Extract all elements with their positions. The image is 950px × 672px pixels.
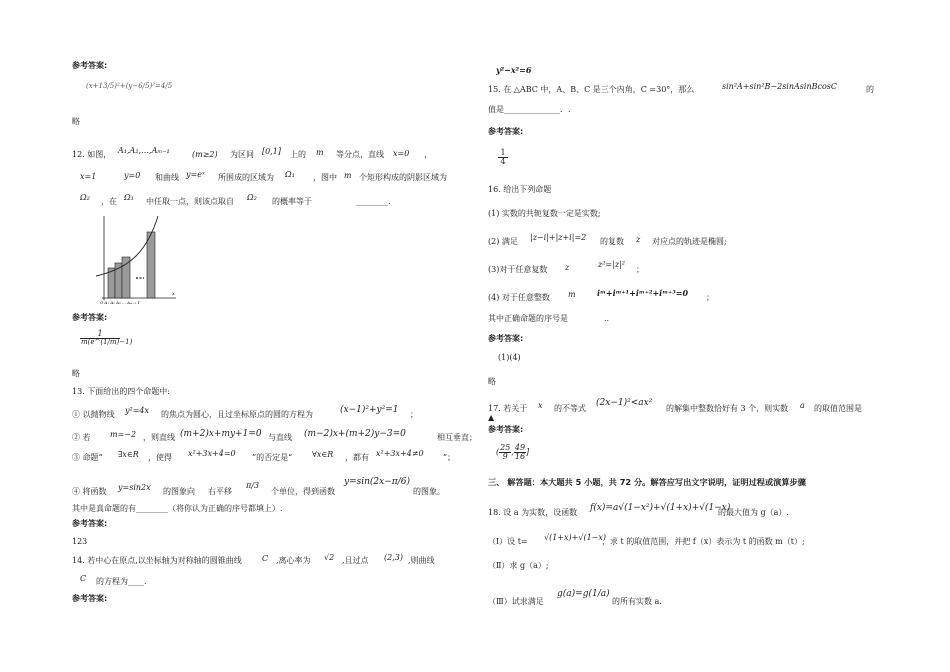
- q13-p2m: m=−2: [110, 430, 137, 439]
- answer-12-den: m(e^(1/m)−1): [81, 338, 133, 346]
- q13-p2c: (m+2)x+my+1=0: [180, 429, 262, 439]
- answer-17-n1: 25: [500, 443, 511, 452]
- q13-p1a: ① 以抛物线: [72, 410, 115, 419]
- answer-12-num: 1: [80, 330, 120, 339]
- axis-x-label: x: [172, 291, 175, 297]
- note-16: 略: [488, 377, 496, 386]
- section-3-heading: 三、 解答题：本大题共 5 小题，共 72 分。解答应写出文字说明，证明过程或演算步骤: [488, 477, 806, 487]
- answer-17-n2: 49: [514, 443, 526, 452]
- q17-ineq: (2x−1)²<ax²: [596, 398, 653, 408]
- q18-iii-b: 的所有实数 a.: [612, 597, 662, 606]
- answer-17: [496, 444, 529, 461]
- q17-d: 的取值范围是: [814, 404, 862, 413]
- q16-p3m: z²=|z|²: [598, 260, 625, 269]
- q13-p4f: 个单位，得到函数: [271, 487, 335, 496]
- q13-p3g: ，都有: [345, 453, 369, 462]
- q18-i-a: （Ⅰ）设 t=: [488, 537, 528, 546]
- q12-omega1: Ω₁: [285, 170, 295, 179]
- q16-end-dot: ..: [604, 314, 610, 323]
- q12-m2: m: [344, 171, 352, 180]
- q16-p2m: |z−i|+|z+i|=2: [530, 233, 587, 242]
- q16-p3z: z: [565, 263, 570, 272]
- q13-title: 13. 下面给出的四个命题中:: [72, 387, 170, 396]
- q12-x1: x=1: [80, 172, 97, 181]
- q16-title: 16. 给出下列命题: [488, 185, 552, 194]
- q13-p2d: 与直线: [268, 433, 292, 442]
- q14-f: 的方程为____.: [96, 577, 147, 586]
- q16-p2b: 的复数: [600, 237, 624, 246]
- q16-p4b: ；: [706, 293, 714, 302]
- q12-seq: A₁,A₂,…,Aₘ₋₁: [118, 146, 170, 155]
- q12-t3: 等分点，直线: [336, 150, 384, 159]
- q12-t9: 中任取一点，则该点取自: [146, 197, 234, 206]
- answer-label-17: 参考答案:: [488, 425, 524, 434]
- q12-t6: ，图中: [313, 173, 337, 182]
- q13-p4d: 右平移: [208, 487, 232, 496]
- q15-a: 15. 在 △ABC 中，A、B、C 是三个内角，C =30°，那么: [488, 85, 695, 94]
- q16-p2z: z: [636, 235, 641, 244]
- answer-label-12: 参考答案:: [72, 313, 108, 322]
- q12-t7: 个矩形构成的阴影区域为: [359, 173, 447, 182]
- answer-12: [80, 329, 133, 346]
- q15-c: 值是______________．.: [488, 105, 571, 114]
- q12-x0: x=0: [393, 149, 410, 158]
- q18-i-m: √(1+x)+√(1−x): [544, 533, 606, 542]
- q13-p4c: 的图象向: [163, 487, 195, 496]
- q16-p3a: (3)对于任意复数: [488, 265, 548, 274]
- q12-omega2b: Ω₂: [247, 193, 257, 202]
- q12-y0: y=0: [124, 171, 141, 180]
- q13-p2a: ② 若: [72, 433, 91, 442]
- q13-p2f: 相互垂直；: [437, 433, 477, 442]
- q12-t1: 为区间: [230, 150, 254, 159]
- q17-a: 17. 若关于: [488, 404, 528, 413]
- q17-b: 的不等式: [554, 404, 586, 413]
- q18-ii: （Ⅱ）求 g（a）;: [488, 561, 549, 570]
- q13-p4g: y=sin(2x−π/6): [344, 477, 410, 487]
- q16-p2a: (2) 满足: [488, 237, 518, 246]
- q12-t10: 的概率等于: [272, 197, 312, 206]
- q18-b: 的最大值为 g（a）.: [718, 508, 789, 517]
- q18-f: f(x)=a√(1−x²)+√(1+x)+√(1−x): [590, 503, 731, 513]
- q18-a: 18. 设 a 为实数，设函数: [488, 508, 578, 517]
- answer-label-14: 参考答案:: [72, 594, 108, 603]
- q12-m: m: [316, 148, 324, 157]
- q12-comma: ，: [424, 150, 432, 159]
- q13-p3c: ，使得: [148, 453, 172, 462]
- answer-15-num: 1: [498, 149, 508, 158]
- q12-blank: ________.: [356, 197, 391, 206]
- q12-t5: 所围成的区域为: [218, 173, 274, 182]
- q13-p3e: ”的否定是“: [252, 453, 293, 462]
- top-formula: y²−x²=6: [496, 65, 532, 75]
- region-figure: [92, 212, 182, 304]
- q12-t2: 上的: [290, 150, 306, 159]
- q18-iii-m: g(a)=g(1/a): [557, 589, 610, 599]
- q13-p2e: (m−2)x+(m+2)y−3=0: [304, 429, 406, 439]
- q16-p3b: ；: [636, 265, 644, 274]
- note-12: 略: [72, 369, 80, 378]
- q13-p4h: 的图象。: [413, 487, 445, 496]
- q14-c2: C: [80, 574, 87, 583]
- answer-17-d2: 16: [514, 452, 526, 461]
- q16-p4a: (4) 对于任意整数: [488, 293, 550, 302]
- q12-t4: 和曲线: [155, 173, 179, 182]
- q16-end: 其中正确命题的序号是: [488, 314, 568, 323]
- q17-a-var: a: [800, 401, 805, 410]
- q12-curve: y=eˣ: [186, 170, 205, 179]
- q12-interval: [0,1]: [262, 147, 281, 156]
- q14-d: ,且过点: [342, 556, 369, 565]
- answer-label-16: 参考答案:: [488, 334, 524, 343]
- q14-c: C: [262, 554, 269, 563]
- answer-label-11: 参考答案:: [72, 61, 108, 70]
- answer-15: [498, 149, 508, 166]
- q13-end: 其中是真命题的有________（将你认为正确的序号都填上）.: [72, 504, 283, 513]
- q13-p2b: ，则直线: [143, 433, 175, 442]
- q17-triangle: ▲: [488, 413, 495, 422]
- q17-c: 的解集中整数恰好有 3 个，则实数: [666, 404, 789, 413]
- q14-pt: (2,3): [384, 553, 403, 562]
- q13-p3i: ”；: [443, 453, 456, 462]
- answer-17-sep: ,: [511, 447, 514, 457]
- q16-p1: (1) 实数的共轭复数一定是实数;: [488, 209, 601, 218]
- q12-num: 12. 如图，: [72, 150, 112, 159]
- q12-omega2: Ω₂: [80, 193, 90, 202]
- answer-11: (x+13/5)²+(y−6/5)²=4/5: [86, 82, 173, 90]
- q13-p3h: x²+3x+4≠0: [376, 449, 424, 458]
- q13-p1m: y²=4x: [125, 406, 150, 415]
- q14-e: ,则曲线: [408, 556, 435, 565]
- q18-iii-a: （Ⅲ）试求满足: [488, 597, 544, 606]
- q13-p1b: 的焦点为圆心，且过坐标原点的圆的方程为: [161, 410, 313, 419]
- note-11: 略: [72, 117, 80, 126]
- shaded-rectangles: [108, 232, 155, 298]
- axis-ticks: O A₁ A₂ A₃ … Aₘ₋₁ 1: [100, 300, 140, 304]
- q13-p3f: ∀x∈R: [312, 450, 334, 459]
- q15-b: 的: [866, 85, 874, 94]
- q18-i-b: ，求 t 的取值范围，并把 f（x）表示为 t 的函数 m（t）;: [602, 537, 805, 546]
- q13-p1c: (x−1)²+y²=1: [340, 405, 399, 415]
- q13-p3a: ③ 命题“: [72, 453, 103, 462]
- q14-sqrt2: √2: [324, 553, 335, 562]
- q16-p2c: 对应点的轨迹是椭圆;: [652, 237, 727, 246]
- q15-expr: sin²A+sin²B−2sinAsinBcosC: [722, 82, 838, 91]
- q12-t8: ，在: [101, 197, 117, 206]
- answer-16: (1)(4): [498, 353, 521, 362]
- q12-omega1b: Ω₁: [124, 193, 134, 202]
- answer-17-lp: (: [496, 447, 500, 457]
- answer-label-15: 参考答案:: [488, 127, 524, 136]
- q14-b: ,离心率为: [276, 556, 311, 565]
- q16-p4m: iᵐ+iᵐ⁺¹+iᵐ⁺²+iᵐ⁺³=0: [597, 288, 689, 298]
- q14-a: 14. 若中心在原点,以坐标轴为对称轴的圆锥曲线: [72, 556, 242, 565]
- q13-p4b: y=sin2x: [118, 483, 151, 492]
- q17-x: x: [538, 401, 543, 410]
- q13-p3b: ∃x∈R: [118, 450, 139, 459]
- answer-15-den: 4: [500, 157, 506, 166]
- q13-p1d: ；: [410, 410, 418, 419]
- q13-p4a: ④ 将函数: [72, 487, 107, 496]
- q12-cond: (m≥2): [192, 150, 218, 159]
- q16-p4n: m: [568, 290, 576, 299]
- answer-17-d1: 9: [502, 452, 508, 461]
- q13-p3d: x²+3x+4=0: [188, 449, 236, 458]
- answer-label-13: 参考答案:: [72, 519, 108, 528]
- q13-p4e: π/3: [246, 481, 260, 490]
- answer-17-rp: ]: [526, 447, 530, 457]
- answer-13: 123: [72, 537, 88, 546]
